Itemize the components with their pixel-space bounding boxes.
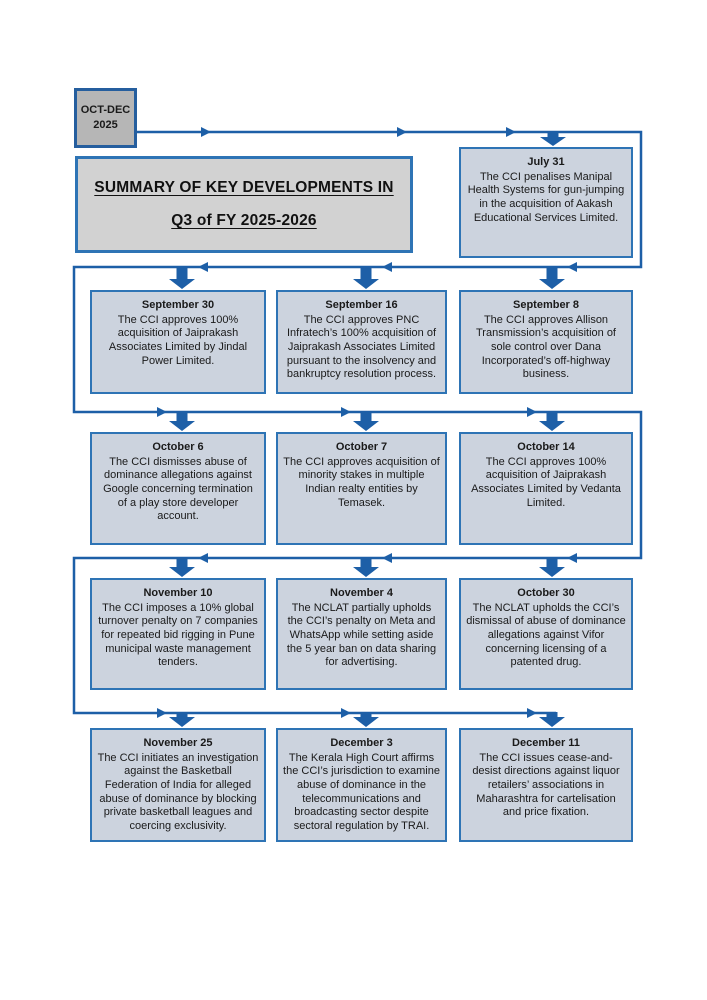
- flow-arrowhead-right-icon: [157, 708, 167, 718]
- event-box-october-30: [459, 578, 633, 690]
- title-box: [75, 156, 413, 253]
- flow-arrowhead-left-icon: [198, 553, 208, 563]
- down-arrow-icon: [169, 411, 195, 431]
- event-text: The CCI approves Allison Transmission’s acquisition of sole control over Dana Incorporated’s off-highway business.: [475, 313, 616, 381]
- event-text: The CCI issues cease-and-desist directions against liquor retailers’ associations in Maharashtra for cartelisation and price fixation.: [472, 751, 620, 819]
- event-box-december-3: [276, 728, 447, 842]
- event-box-december-11: [459, 728, 633, 842]
- page-title-line1: SUMMARY OF KEY DEVELOPMENTS IN: [94, 179, 394, 196]
- period-badge: [74, 88, 137, 148]
- page-title-line2: Q3 of FY 2025-2026: [171, 212, 317, 229]
- flow-arrowhead-right-icon: [527, 708, 537, 718]
- flow-arrowhead-right-icon: [341, 407, 351, 417]
- flow-arrowhead-left-icon: [382, 553, 392, 563]
- event-date: September 30: [141, 299, 215, 311]
- flow-arrowhead-right-icon: [397, 127, 407, 137]
- down-arrow-icon: [353, 266, 379, 289]
- flow-arrowhead-right-icon: [201, 127, 211, 137]
- down-arrow-icon: [353, 557, 379, 577]
- event-date: October 6: [152, 441, 204, 453]
- event-text: The NCLAT upholds the CCI’s dismissal of abuse of dominance allegations against Vifor concerning licensing of a patented drug.: [466, 601, 626, 669]
- down-arrow-icon: [539, 266, 565, 289]
- event-date: November 4: [330, 587, 393, 599]
- event-text: The CCI approves 100% acquisition of Jaiprakash Associates Limited by Vedanta Limited.: [471, 455, 621, 509]
- flow-arrowhead-right-icon: [506, 127, 516, 137]
- event-box-november-25: [90, 728, 266, 842]
- event-date: September 16: [325, 299, 398, 311]
- event-date: September 8: [512, 299, 580, 311]
- event-date: November 25: [143, 737, 213, 749]
- event-box-september-16: [276, 290, 447, 394]
- event-box-november-10: [90, 578, 266, 690]
- event-box-october-14: [459, 432, 633, 545]
- flow-arrowhead-right-icon: [157, 407, 167, 417]
- event-text: The CCI approves acquisition of minority stakes in multiple Indian realty entities by Temasek.: [283, 455, 440, 509]
- event-date: July 31: [527, 156, 565, 168]
- down-arrow-icon: [353, 411, 379, 431]
- event-box-september-30: [90, 290, 266, 394]
- event-box-november-4: [276, 578, 447, 690]
- event-box-july-31: [459, 147, 633, 258]
- event-date: October 7: [335, 441, 388, 453]
- flow-arrowhead-right-icon: [527, 407, 537, 417]
- event-text: The Kerala High Court affirms the CCI’s jurisdiction to examine abuse of dominance in the telecommunications and broadcasting sector despite sectoral regulation by TRAI.: [283, 751, 440, 832]
- down-arrow-icon: [169, 557, 195, 577]
- event-text: The CCI dismisses abuse of dominance allegations against Google concerning termination of a play store developer account.: [103, 455, 253, 523]
- flow-arrowhead-left-icon: [198, 262, 208, 272]
- event-text: The NCLAT partially upholds the CCI’s penalty on Meta and WhatsApp while setting aside the 5 year ban on data sharing for advertising.: [286, 601, 437, 669]
- event-box-september-8: [459, 290, 633, 394]
- flow-arrowhead-left-icon: [382, 262, 392, 272]
- event-date: November 10: [143, 587, 213, 599]
- period-line1: OCT-DEC: [80, 104, 131, 117]
- event-text: The CCI initiates an investigation against the Basketball Federation of India for alleged abuse of dominance by blocking private basketball leagues and coercing exclusivity.: [97, 751, 259, 832]
- event-text: The CCI approves 100% acquisition of Jaiprakash Associates Limited by Jindal Power Limited.: [108, 313, 248, 367]
- flow-arrowhead-left-icon: [567, 553, 577, 563]
- down-arrow-icon: [169, 266, 195, 289]
- event-text: The CCI penalises Manipal Health Systems for gun-jumping in the acquisition of Aakash Educational Services Limited.: [467, 170, 625, 224]
- event-date: October 14: [517, 441, 575, 453]
- down-arrow-icon: [539, 411, 565, 431]
- down-arrow-icon: [539, 557, 565, 577]
- event-date: December 3: [330, 737, 393, 749]
- event-box-october-7: [276, 432, 447, 545]
- flow-arrowhead-right-icon: [341, 708, 351, 718]
- event-box-october-6: [90, 432, 266, 545]
- flow-arrowhead-left-icon: [567, 262, 577, 272]
- period-line2: 2025: [93, 119, 118, 131]
- event-date: December 11: [512, 737, 580, 749]
- event-text: The CCI imposes a 10% global turnover penalty on 7 companies for repeated bid rigging in Pune municipal waste management tenders.: [98, 601, 258, 669]
- event-text: The CCI approves PNC Infratech’s 100% acquisition of Jaiprakash Associates Limited pursuant to the insolvency and bankruptcy resolution process.: [286, 313, 437, 381]
- event-date: October 30: [517, 587, 575, 599]
